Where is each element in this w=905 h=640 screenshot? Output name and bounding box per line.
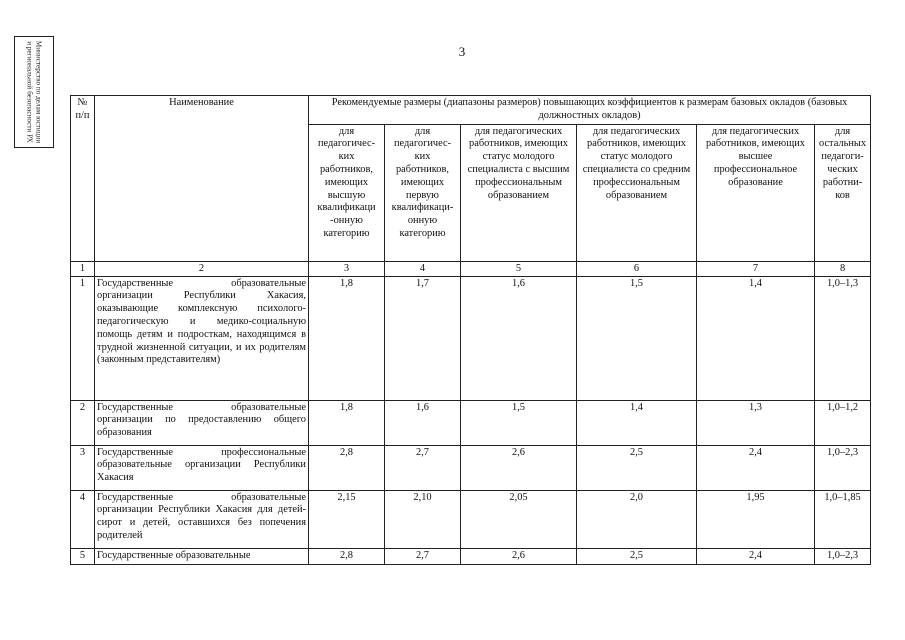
row-value: 2,10 xyxy=(385,490,461,548)
header-col-7: для педагогических работников, имеющих высшее профессиональное образование xyxy=(697,124,815,261)
header-num: № п/п xyxy=(71,96,95,262)
row-value: 1,0–1,2 xyxy=(815,400,871,445)
row-value: 2,6 xyxy=(461,445,577,490)
column-number: 8 xyxy=(815,261,871,276)
row-value: 2,5 xyxy=(577,548,697,564)
stamp-text: Министерство по делам юстиции и региональной безопасности РХ xyxy=(26,40,43,144)
row-value: 2,8 xyxy=(309,548,385,564)
header-col-8: для остальных педагоги-ческих работни-ков xyxy=(815,124,871,261)
row-value: 1,6 xyxy=(385,400,461,445)
row-value: 1,0–2,3 xyxy=(815,445,871,490)
row-value: 1,4 xyxy=(697,276,815,400)
row-num: 1 xyxy=(71,276,95,400)
column-number: 5 xyxy=(461,261,577,276)
row-num: 5 xyxy=(71,548,95,564)
header-col-6: для педагогических работников, имеющих статус молодого специалиста со средним профессиональным образованием xyxy=(577,124,697,261)
row-value: 1,4 xyxy=(577,400,697,445)
row-value: 1,0–1,85 xyxy=(815,490,871,548)
column-number-row xyxy=(71,261,871,276)
row-name: Государственные профессиональные образовательные организации Республики Хакасия xyxy=(95,445,309,490)
column-number: 3 xyxy=(309,261,385,276)
column-number: 1 xyxy=(71,261,95,276)
row-name: Государственные образовательные xyxy=(95,548,309,564)
column-number: 6 xyxy=(577,261,697,276)
page-number: 3 xyxy=(458,44,466,59)
table-row xyxy=(71,400,871,445)
row-value: 2,5 xyxy=(577,445,697,490)
header-col-4: для педагогичес-ких работников, имеющих первую квалификаци-онную категорию xyxy=(385,124,461,261)
column-number: 4 xyxy=(385,261,461,276)
row-value: 1,8 xyxy=(309,276,385,400)
row-value: 1,6 xyxy=(461,276,577,400)
row-num: 4 xyxy=(71,490,95,548)
row-value: 1,5 xyxy=(461,400,577,445)
row-value: 2,8 xyxy=(309,445,385,490)
table-row xyxy=(71,445,871,490)
row-num: 3 xyxy=(71,445,95,490)
row-value: 1,8 xyxy=(309,400,385,445)
row-value: 2,4 xyxy=(697,445,815,490)
row-value: 2,4 xyxy=(697,548,815,564)
registration-stamp xyxy=(14,36,54,148)
row-value: 1,95 xyxy=(697,490,815,548)
row-value: 1,0–1,3 xyxy=(815,276,871,400)
table-row xyxy=(71,548,871,564)
row-value: 1,7 xyxy=(385,276,461,400)
table-row xyxy=(71,276,871,400)
row-name: Государственные образовательные организации Республики Хакасия, оказывающие комплексную психолого-педагогическую и медико-социальную помощь детям и подросткам, находящимся в трудной жизненной ситуации, и их родителям (законным представителям) xyxy=(95,276,309,400)
column-number: 7 xyxy=(697,261,815,276)
row-value: 2,6 xyxy=(461,548,577,564)
row-num: 2 xyxy=(71,400,95,445)
row-value: 2,7 xyxy=(385,445,461,490)
row-name: Государственные образовательные организации Республики Хакасия для детей-сирот и детей, оставшихся без попечения родителей xyxy=(95,490,309,548)
coefficients-table xyxy=(70,95,871,565)
row-value: 2,7 xyxy=(385,548,461,564)
row-value: 1,5 xyxy=(577,276,697,400)
header-group: Рекомендуемые размеры (диапазоны размеров) повышающих коэффициентов к размерам базовых окладов (базовых должностных окладов) xyxy=(309,96,871,125)
header-name: Наименование xyxy=(95,96,309,262)
header-col-3: для педагогичес-ких работников, имеющих высшую квалификаци -онную категорию xyxy=(309,124,385,261)
row-value: 2,15 xyxy=(309,490,385,548)
row-value: 1,0–2,3 xyxy=(815,548,871,564)
header-row-top xyxy=(71,96,871,125)
table-row xyxy=(71,490,871,548)
row-name: Государственные образовательные организации по предоставлению общего образования xyxy=(95,400,309,445)
row-value: 2,05 xyxy=(461,490,577,548)
row-value: 2,0 xyxy=(577,490,697,548)
column-number: 2 xyxy=(95,261,309,276)
header-col-5: для педагогических работников, имеющих статус молодого специалиста с высшим профессиональным образованием xyxy=(461,124,577,261)
row-value: 1,3 xyxy=(697,400,815,445)
